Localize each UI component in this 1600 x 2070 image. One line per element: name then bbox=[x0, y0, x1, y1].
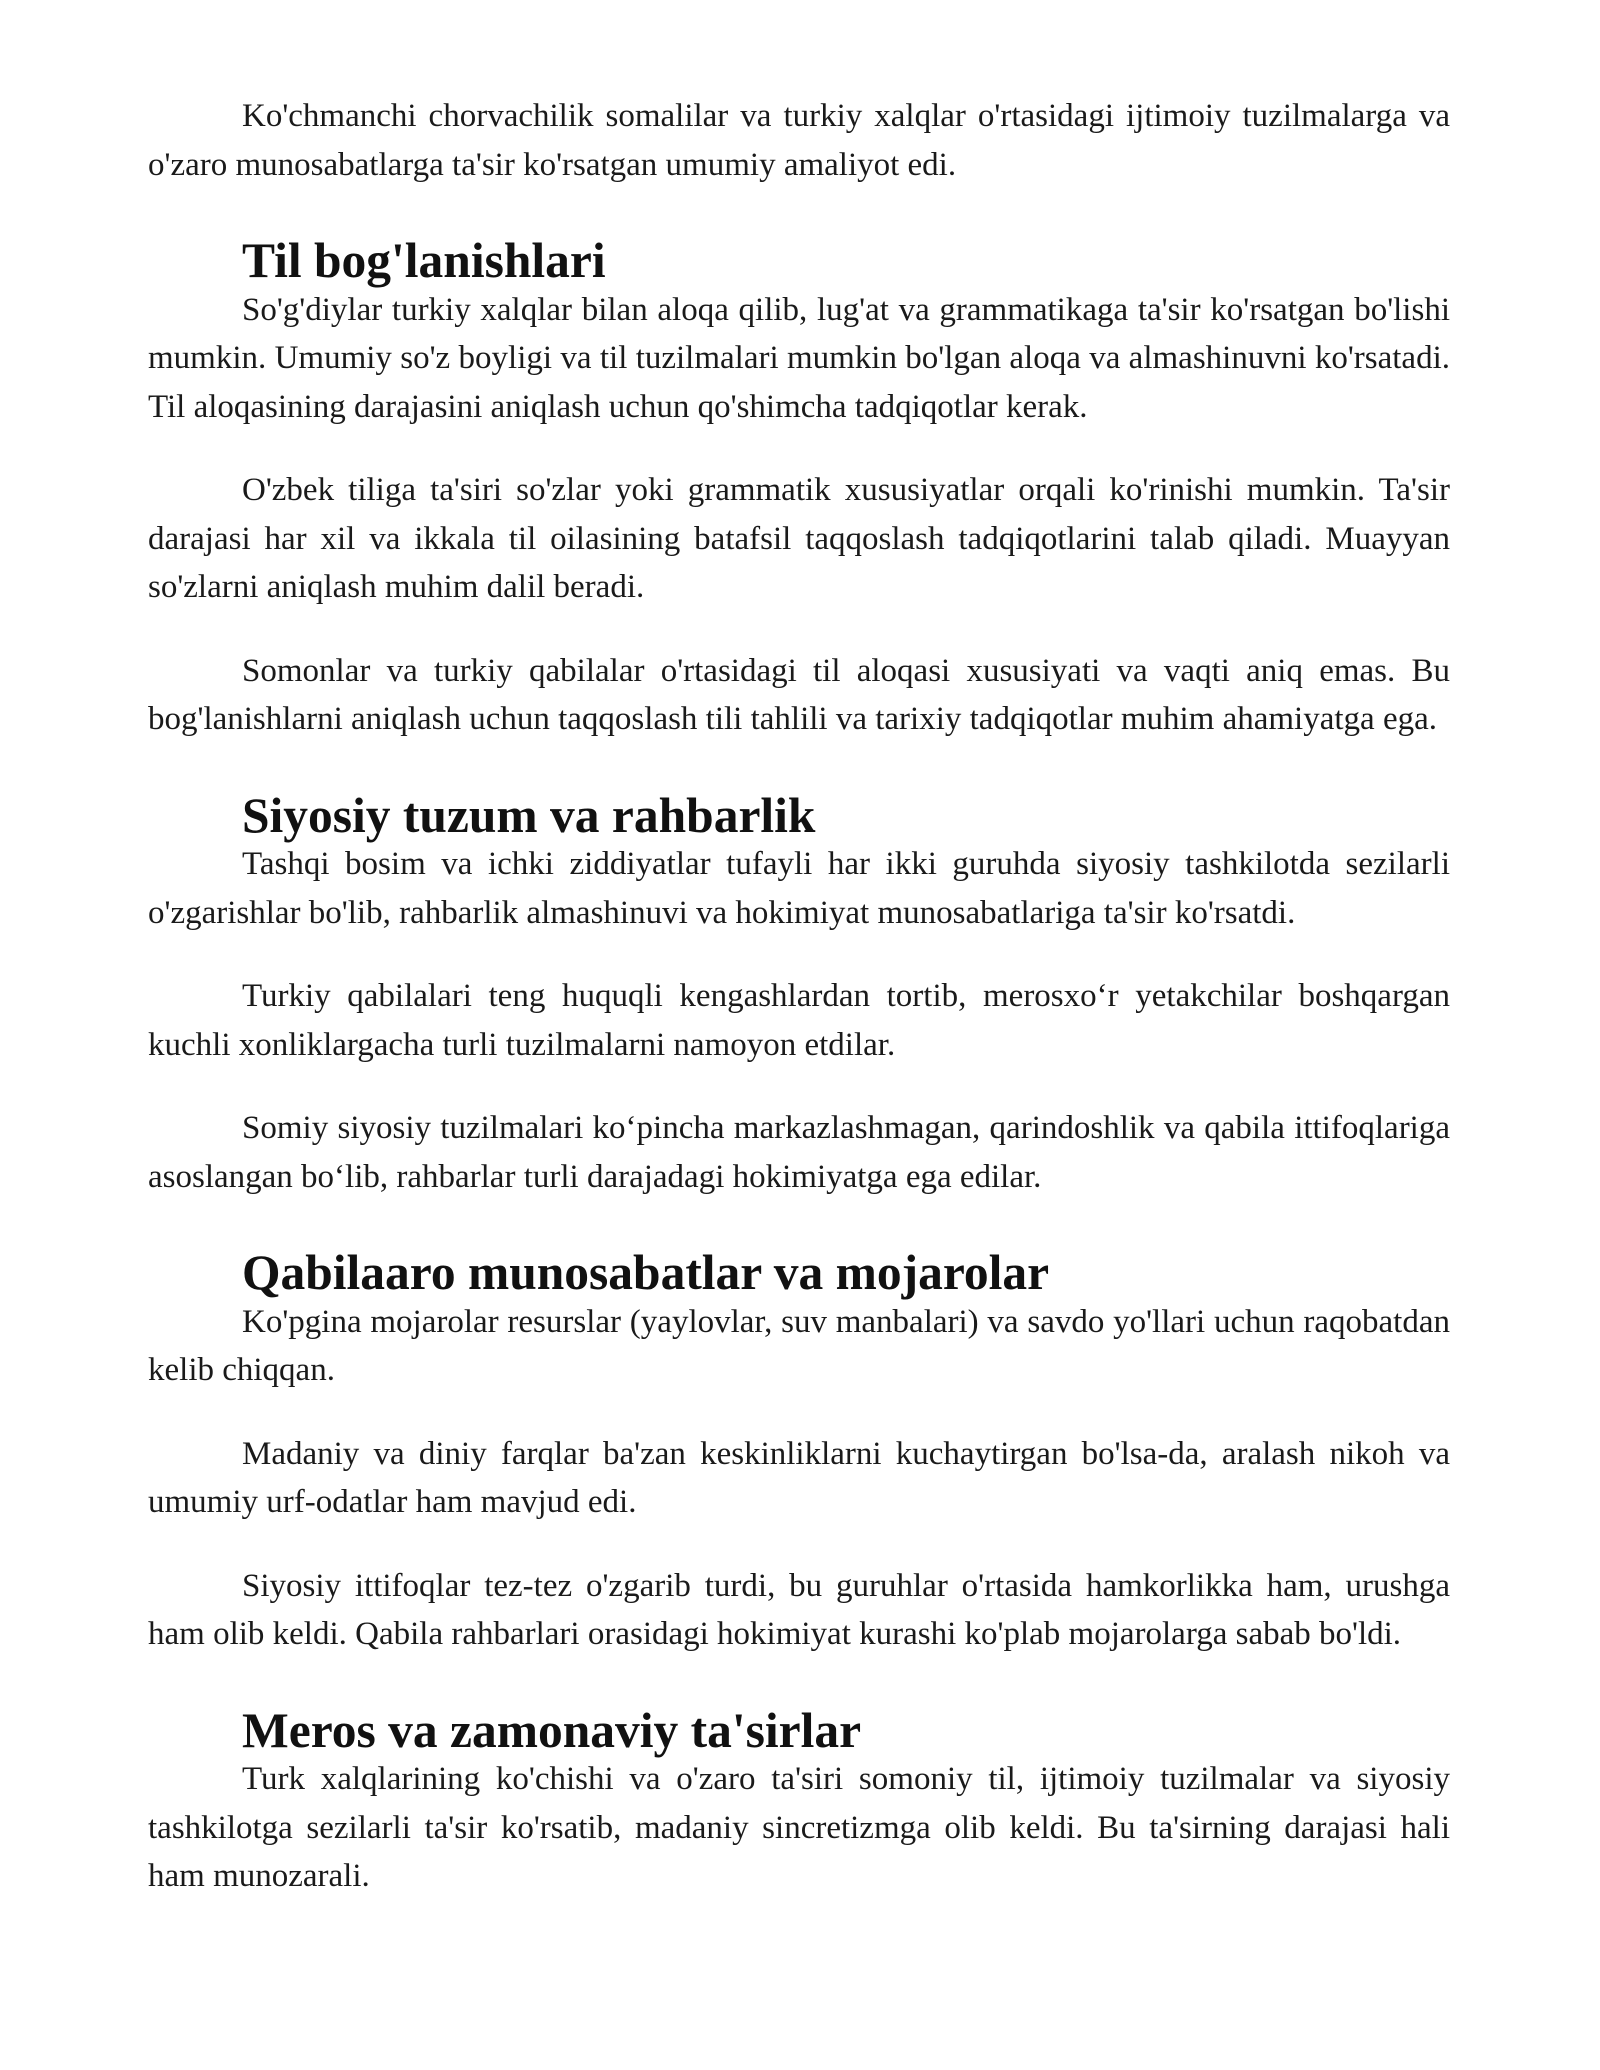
intro-paragraph: Ko'chmanchi chorvachilik somalilar va turkiy xalqlar o'rtasidagi ijtimoiy tuzilmalarga va o'zaro munosabatlarga ta'sir ko'rsatgan umumiy amaliyot edi. bbox=[148, 98, 1450, 183]
section-paragraph: O'zbek tiliga ta'siri so'zlar yoki grammatik xususiyatlar orqali ko'rinishi mumkin. Ta'sir darajasi har xil va ikkala til oilasining batafsil taqqoslash tadqiqotlarini talab qiladi. Muayyan so'zlarni aniqlash muhim dalil beradi. bbox=[148, 472, 1450, 605]
section-heading: Siyosiy tuzum va rahbarlik bbox=[242, 787, 816, 843]
section-legacy bbox=[148, 1702, 1450, 1901]
section-paragraph: Tashqi bosim va ichki ziddiyatlar tufayli har ikki guruhda siyosiy tashkilotda sezilarli o'zgarishlar bo'lib, rahbarlik almashinuvi va hokimiyat munosabatlariga ta'sir ko'rsatdi. bbox=[148, 846, 1450, 931]
section-paragraph: Somiy siyosiy tuzilmalari ko‘pincha markazlashmagan, qarindoshlik va qabila ittifoqlariga asoslangan bo‘lib, rahbarlar turli darajadagi hokimiyatga ega edilar. bbox=[148, 1110, 1450, 1195]
section-paragraph: Somonlar va turkiy qabilalar o'rtasidagi til aloqasi xususiyati va vaqti aniq emas. Bu bog'lanishlarni aniqlash uchun taqqoslash tili tahlili va tarixiy tadqiqotlar muhim ahamiyatga ega. bbox=[148, 652, 1450, 737]
document-page bbox=[148, 92, 1450, 1936]
section-paragraph: Turk xalqlarining ko'chishi va o'zaro ta'siri somoniy til, ijtimoiy tuzilmalar va siyosiy tashkilotga sezilarli ta'sir ko'rsatib, madaniy sincretizmga olib keldi. Bu ta'sirning darajasi hali ham munozarali. bbox=[148, 1761, 1450, 1894]
section-intertribal-relations bbox=[148, 1245, 1450, 1659]
section-political-system bbox=[148, 787, 1450, 1202]
section-heading: Til bog'lanishlari bbox=[242, 233, 606, 288]
section-paragraph: Ko'pgina mojarolar resurslar (yaylovlar, suv manbalari) va savdo yo'llari uchun raqobatdan kelib chiqqan. bbox=[148, 1303, 1450, 1388]
section-paragraph: So'g'diylar turkiy xalqlar bilan aloqa qilib, lug'at va grammatikaga ta'sir ko'rsatgan bo'lishi mumkin. Umumiy so'z boyligi va til tuzilmalari mumkin bo'lgan aloqa va almashinuvni ko'rsatadi. Til aloqasining darajasini aniqlash uchun qo'shimcha tadqiqotlar kerak. bbox=[148, 291, 1450, 425]
section-paragraph: Siyosiy ittifoqlar tez-tez o'zgarib turdi, bu guruhlar o'rtasida hamkorlikka ham, urushga ham olib keldi. Qabila rahbarlari orasidagi hokimiyat kurashi ko'plab mojarolarga sabab bo'ldi. bbox=[148, 1567, 1450, 1652]
section-paragraph: Madaniy va diniy farqlar ba'zan keskinliklarni kuchaytirgan bo'lsa-da, aralash nikoh va umumiy urf-odatlar ham mavjud edi. bbox=[148, 1435, 1450, 1520]
section-paragraph: Turkiy qabilalari teng huquqli kengashlardan tortib, merosxo‘r yetakchilar boshqargan kuchli xonliklargacha turli tuzilmalarni namoyon etdilar. bbox=[148, 978, 1450, 1063]
section-heading: Qabilaaro munosabatlar va mojarolar bbox=[242, 1245, 1050, 1300]
section-heading: Meros va zamonaviy ta'sirlar bbox=[242, 1702, 862, 1758]
section-language-connections bbox=[148, 233, 1450, 744]
